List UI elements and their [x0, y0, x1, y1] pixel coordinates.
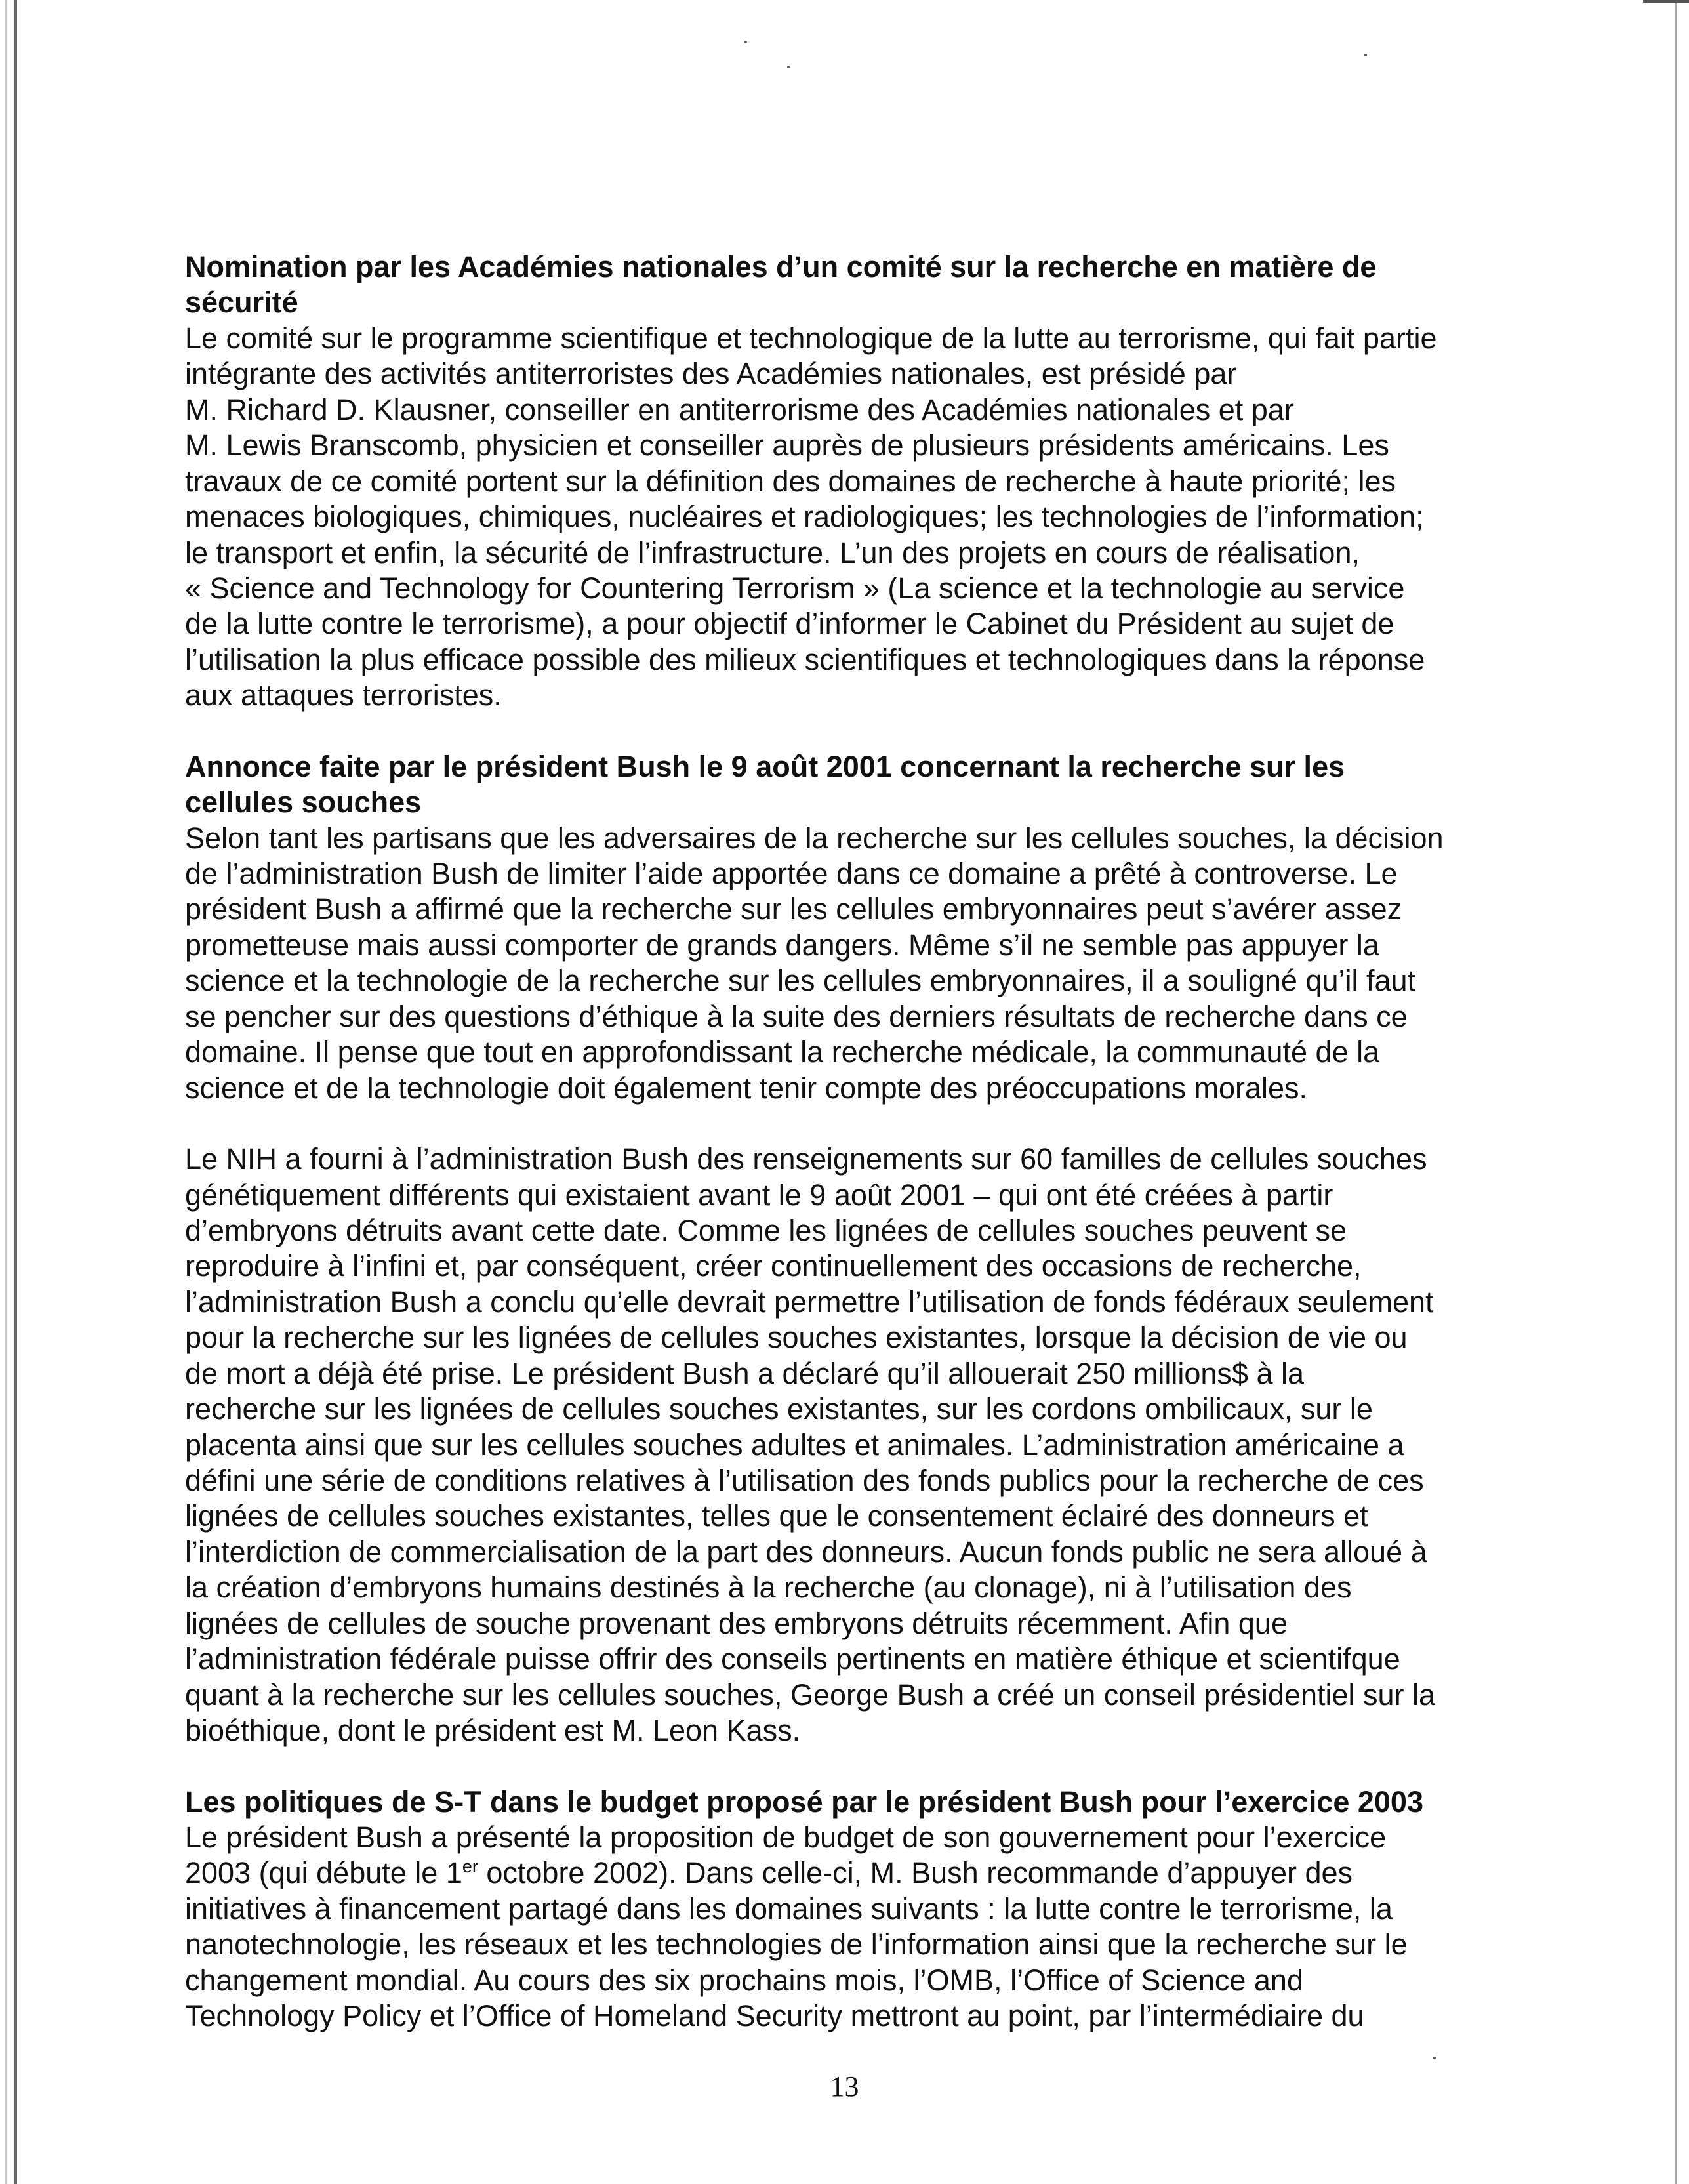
- text-line: domaine. Il pense que tout en approfondissant la recherche médicale, la communauté de la: [185, 1035, 1380, 1069]
- text-line: se pencher sur des questions d’éthique à la suite des derniers résultats de recherche dans ce: [185, 999, 1408, 1033]
- text-line: quant à la recherche sur les cellules souches, George Bush a créé un conseil présidentiel sur la: [185, 1678, 1436, 1712]
- text-line: défini une série de conditions relatives à l’utilisation des fonds publics pour la recherche de ces: [185, 1464, 1424, 1497]
- text-line: science et la technologie de la recherche sur les cellules embryonnaires, il a souligné qu’il faut: [185, 964, 1416, 998]
- text-line: de mort a déjà été prise. Le président Bush a déclaré qu’il allouerait 250 millions$ à la: [185, 1356, 1305, 1390]
- text-line: génétiquement différents qui existaient avant le 9 août 2001 – qui ont été créées à partir: [185, 1178, 1333, 1212]
- text-line: changement mondial. Au cours des six prochains mois, l’OMB, l’Office of Science and: [185, 1963, 1303, 1997]
- text-line: l’utilisation la plus efficace possible des milieux scientifiques et technologiques dans la réponse: [185, 642, 1425, 676]
- heading-line: cellules souches: [185, 785, 422, 819]
- text-line: placenta ainsi que sur les cellules souches adultes et animales. L’administration américaine a: [185, 1428, 1404, 1462]
- text-line: Technology Policy et l’Office of Homeland Security mettront au point, par l’intermédiaire du: [185, 1999, 1364, 2033]
- text-line: lignées de cellules de souche provenant des embryons détruits récemment. Afin que: [185, 1606, 1288, 1640]
- scan-speck: [744, 41, 747, 43]
- text-line: Le président Bush a présenté la proposition de budget de son gouvernement pour l’exercice: [185, 1820, 1387, 1854]
- heading-line: sécurité: [185, 285, 298, 319]
- text-line: Le NIH a fourni à l’administration Bush des renseignements sur 60 familles de cellules souches: [185, 1142, 1427, 1176]
- text-line: 2003 (qui débute le 1er octobre 2002). Dans celle-ci, M. Bush recommande d’appuyer des: [185, 1856, 1353, 1890]
- paragraph: [185, 1820, 1497, 2034]
- scan-edge: [14, 0, 17, 2184]
- text-line: président Bush a affirmé que la recherche sur les cellules embryonnaires peut s’avérer assez: [185, 892, 1402, 926]
- text-line: reproduire à l’infini et, par conséquent, créer continuellement des occasions de recherche,: [185, 1249, 1362, 1283]
- paragraph: [185, 1142, 1497, 1748]
- page-number: 13: [830, 2071, 859, 2103]
- text-line: l’administration Bush a conclu qu’elle devrait permettre l’utilisation de fonds fédéraux seulement: [185, 1285, 1434, 1319]
- text-line: « Science and Technology for Countering Terrorism » (La science et la technologie au service: [185, 571, 1405, 605]
- section-heading: [185, 249, 1497, 321]
- text-line: M. Richard D. Klausner, conseiller en antiterrorisme des Académies nationales et par: [185, 392, 1294, 426]
- scan-corner-mark: [1643, 0, 1689, 3]
- text-line: la création d’embryons humains destinés à la recherche (au clonage), ni à l’utilisation des: [185, 1571, 1352, 1605]
- text-line: bioéthique, dont le président est M. Leon Kass.: [185, 1714, 801, 1748]
- text-line: initiatives à financement partagé dans les domaines suivants : la lutte contre le terrorisme, la: [185, 1891, 1393, 1926]
- scan-speck: [1364, 54, 1367, 56]
- text-line: lignées de cellules souches existantes, telles que le consentement éclairé des donneurs et: [185, 1499, 1368, 1533]
- section: [185, 249, 1497, 714]
- text-line: Selon tant les partisans que les adversaires de la recherche sur les cellules souches, la décision: [185, 821, 1444, 855]
- text-line: Le comité sur le programme scientifique et technologique de la lutte au terrorisme, qui fait partie: [185, 321, 1437, 355]
- heading-line: Nomination par les Académies nationales d’un comité sur la recherche en matière de: [185, 250, 1377, 283]
- section: [185, 1784, 1497, 2034]
- scan-speck: [787, 66, 790, 68]
- text-line: de la lutte contre le terrorisme), a pour objectif d’informer le Cabinet du Président au sujet de: [185, 607, 1394, 641]
- text-line: d’embryons détruits avant cette date. Comme les lignées de cellules souches peuvent se: [185, 1213, 1347, 1247]
- paragraph: [185, 321, 1497, 714]
- section-heading: [185, 749, 1497, 821]
- heading-line: Annonce faite par le président Bush le 9 août 2001 concernant la recherche sur les: [185, 749, 1345, 783]
- text-line: pour la recherche sur les lignées de cellules souches existantes, lorsque la décision de vie ou: [185, 1321, 1408, 1355]
- text-line: prometteuse mais aussi comporter de grands dangers. Même s’il ne semble pas appuyer la: [185, 928, 1379, 962]
- text-line: l’interdiction de commercialisation de la part des donneurs. Aucun fonds public ne sera alloué à: [185, 1535, 1427, 1569]
- text-line: menaces biologiques, chimiques, nucléaires et radiologiques; les technologies de l’information;: [185, 500, 1424, 534]
- section: [185, 749, 1497, 1749]
- text-line: science et de la technologie doit également tenir compte des préoccupations morales.: [185, 1071, 1308, 1105]
- heading-line: Les politiques de S-T dans le budget proposé par le président Bush pour l’exercice 2003: [185, 1784, 1423, 1819]
- paragraph: [185, 821, 1497, 1107]
- text-line: recherche sur les lignées de cellules souches existantes, sur les cordons ombilicaux, sur le: [185, 1392, 1373, 1426]
- text-line: intégrante des activités antiterroristes des Académies nationales, est présidé par: [185, 357, 1237, 391]
- text-line: de l’administration Bush de limiter l’aide apportée dans ce domaine a prêté à controverse. Le: [185, 857, 1398, 890]
- text-line: aux attaques terroristes.: [185, 678, 502, 712]
- text-line: le transport et enfin, la sécurité de l’infrastructure. L’un des projets en cours de réalisation,: [185, 535, 1360, 569]
- document-body: [185, 249, 1497, 2070]
- text-line: travaux de ce comité portent sur la définition des domaines de recherche à haute priorité; les: [185, 464, 1396, 498]
- text-line: nanotechnologie, les réseaux et les technologies de l’information ainsi que la recherche sur le: [185, 1927, 1408, 1962]
- text-line: l’administration fédérale puisse offrir des conseils pertinents en matière éthique et scientifque: [185, 1642, 1400, 1676]
- section-heading: [185, 1784, 1497, 1820]
- scan-edge: [1675, 0, 1677, 2184]
- text-line: M. Lewis Branscomb, physicien et conseiller auprès de plusieurs présidents américains. Les: [185, 428, 1389, 463]
- scan-edge: [5, 0, 7, 2184]
